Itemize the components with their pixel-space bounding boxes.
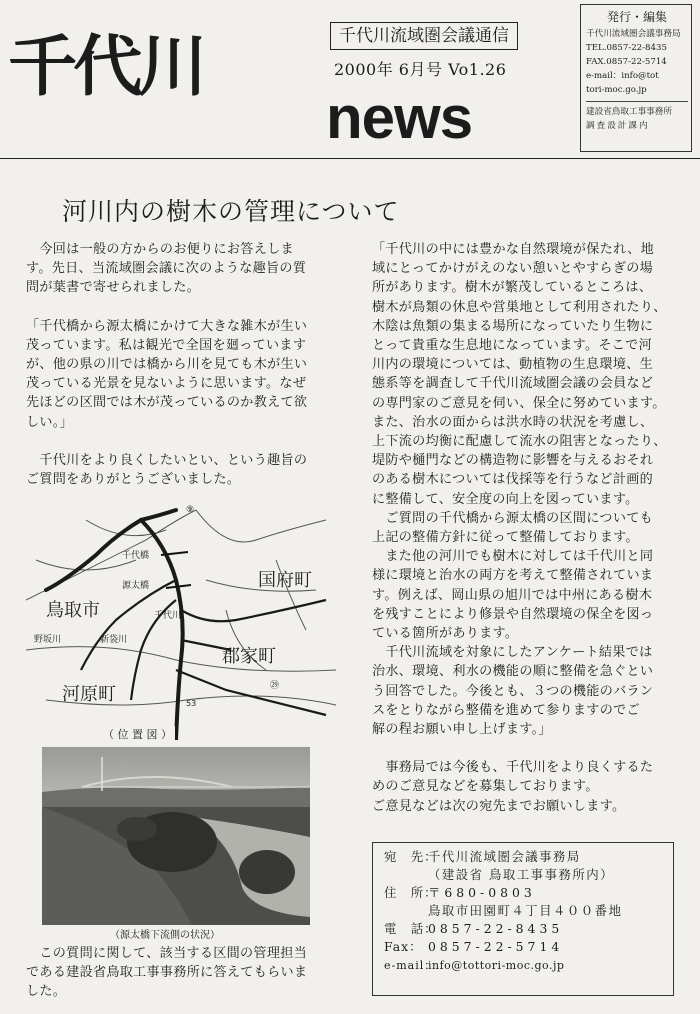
paragraph-line: した。 xyxy=(26,984,67,1000)
label-koge: 郡家町 xyxy=(222,646,276,667)
contact-zip: 〒680-0803 xyxy=(428,885,536,900)
question-line: 「千代橋から源太橋にかけて大きな雑木が生い xyxy=(26,318,308,334)
publisher-tel: TEL.0857-22-8435 xyxy=(586,43,667,53)
answer-line: 所があります。樹木が繁茂しているところは、 xyxy=(372,280,653,296)
answer-line: 治水、環境、利水の機能の順に整備を急ぐとい xyxy=(372,664,654,680)
publisher-box xyxy=(580,4,692,152)
answer-line: を残すことにより修景や自然環境の保全を図っ xyxy=(372,606,654,622)
chiyo-river-line xyxy=(46,510,183,740)
route-marker-29: ㉙ xyxy=(270,681,280,691)
photo-caption: （源太橋下流側の状況） xyxy=(110,930,220,941)
contact-email xyxy=(384,956,622,975)
publisher-email-2: tori-moc.go.jp xyxy=(586,85,647,95)
answer-line: 態系等を調査して千代川流域圏会議の会員など xyxy=(372,376,654,392)
contact-phone-label: 電 話： xyxy=(384,921,438,936)
contact-phone-value: 0857-22-8435 xyxy=(428,921,564,936)
question-line: 先ほどの区間では木が茂っているのか教えて欲 xyxy=(26,395,308,411)
label-tottori: 鳥取市 xyxy=(46,600,100,621)
paragraph-line: 千代川をより良くしたいとい、という趣旨の xyxy=(26,452,308,468)
label-genta-bridge: 源太橋 xyxy=(122,581,150,591)
issue-number: 2000年 6月号 Vo1.26 xyxy=(334,60,507,79)
contact-email-value[interactable]: info@tottori-moc.go.jp xyxy=(428,959,565,972)
divider xyxy=(586,101,688,102)
secretariat-line: ご意見などは次の宛先までお願いします。 xyxy=(372,798,626,814)
answer-line: のある樹木については伐採等を行うなど計画的 xyxy=(372,472,654,488)
answer-line: 川内の環境については、動植物の生息環境、生 xyxy=(372,357,654,373)
river-photo xyxy=(42,747,310,925)
answer-line: 「千代川の中には豊かな自然環境が保たれ、地 xyxy=(372,242,655,257)
answer-line: 域にとってかけがえのない憩いとやすらぎの場 xyxy=(372,261,654,277)
logo-kanji: 千代川 xyxy=(8,28,204,105)
question-line: 茂っている光景を見ないように思います。なぜ xyxy=(26,376,307,392)
answer-line: とって貴重な生息地になっています。そこで河 xyxy=(372,338,652,354)
tributaries xyxy=(81,580,326,715)
label-kawahara: 河原町 xyxy=(62,684,116,705)
publisher-org: 建設省鳥取工事事務所 xyxy=(586,107,672,117)
publisher-name: 千代川流域圏会議事務局 xyxy=(586,29,681,39)
location-map xyxy=(26,500,336,740)
secretariat-line: めのご意見などを募集しております。 xyxy=(372,779,599,795)
paragraph-line: ご質問をありがとうございました。 xyxy=(26,472,241,488)
contact-to xyxy=(384,848,622,866)
contact-to-value: 千代川流域圏会議事務局 xyxy=(428,849,581,864)
left-column xyxy=(26,240,346,489)
question-line: が、他の県の川では橋から川を見ても木が生い xyxy=(26,357,308,373)
answer-line: う回答でした。今後とも、３つの機能のバラン xyxy=(372,683,654,699)
label-noniwa-river: 野坂川 xyxy=(34,635,62,645)
label-chiyo-river: 千代川 xyxy=(154,611,182,621)
paragraph-line: す。先日、当流域圏会議に次のような趣旨の質 xyxy=(26,261,307,277)
answer-line: 木陰は魚類の集まる場所になっていたり生物に xyxy=(372,318,654,334)
secretariat-line: 事務局では今後も、千代川をより良くするた xyxy=(372,760,654,776)
answer-line: 千代川流域を対象にしたアンケート結果では xyxy=(372,645,653,661)
answer-line: 上記の整備方針に従って整備しております。 xyxy=(372,530,639,546)
label-chiyo-bridge: 千代橋 xyxy=(122,551,150,561)
question-line: 茂っています。私は観光で全国を廻っています xyxy=(26,337,307,353)
masthead xyxy=(0,0,700,159)
answer-line: また、治水の面からは洪水時の状況を考慮し、 xyxy=(372,414,654,430)
answer-line: また他の河川でも樹木に対しては千代川と同 xyxy=(372,549,654,565)
question-line: しい。」 xyxy=(26,414,74,430)
contact-address-label: 住 所： xyxy=(384,885,438,900)
answer-line: ている箇所があります。 xyxy=(372,626,519,642)
answer-line: 様に環境と治水の両方を考えて整備されていま xyxy=(372,568,654,584)
answer-line: 堤防や樋門などの構造物に影響を与えるおそれ xyxy=(372,453,654,469)
left-bottom-paragraph xyxy=(26,944,307,1002)
newsletter-logo xyxy=(8,10,568,150)
article-title: 河川内の樹木の管理について xyxy=(62,197,400,226)
contact-address-line xyxy=(384,902,622,920)
answer-line: 解の程お願い申し上げます。」 xyxy=(372,722,552,738)
answer-line: スをとりながら整備を進めて参りますのでご xyxy=(372,702,640,718)
paragraph-line: である建設省鳥取工事事務所に答えてもらいま xyxy=(26,965,308,981)
map-caption: （ 位 置 図 ） xyxy=(100,726,175,742)
contact-to-label: 宛 先： xyxy=(384,849,438,864)
answer-line: に整備して、安全度の向上を図っています。 xyxy=(372,491,639,507)
contact-phone xyxy=(384,920,622,938)
contact-fax-value: 0857-22-5714 xyxy=(428,939,564,954)
contact-fax-label: Fax： xyxy=(384,939,423,954)
paragraph-line: 今回は一般の方からのお便りにお答えしま xyxy=(26,242,294,257)
publisher-email-1: e-mail：info@tot xyxy=(586,71,659,81)
contact-details xyxy=(384,848,622,975)
logo-news: news xyxy=(326,84,473,151)
contact-email-label: e-mail： xyxy=(384,959,437,972)
answer-line: 上下流の均衡に配慮して流水の阻害となったり、 xyxy=(372,434,667,450)
paragraph-line: この質問に関して、該当する区間の管理担当 xyxy=(26,946,308,961)
publisher-dept: 調査設計課内 xyxy=(586,121,650,131)
route-marker-9: ⑨ xyxy=(186,505,195,515)
right-column xyxy=(372,240,692,816)
answer-line: す。例えば、岡山県の旭川では中州にある樹木 xyxy=(372,587,653,603)
label-kokufu: 国府町 xyxy=(258,570,312,591)
answer-line: 樹木が鳥類の休息や営巣地として利用されたり、 xyxy=(372,299,667,315)
paragraph-line: 問が葉書で寄せられました。 xyxy=(26,280,201,296)
contact-address-value: 鳥取市田園町４丁目４００番地 xyxy=(428,903,623,918)
contact-to-sub-value: （建設省 鳥取工事事務所内） xyxy=(428,867,615,882)
photo-hills xyxy=(42,787,310,807)
answer-line: ご質問の千代橋から源太橋の区間についても xyxy=(372,510,654,526)
label-shinden-river: 新袋川 xyxy=(100,635,128,645)
route-marker-53: 53 xyxy=(186,699,197,708)
publisher-title: 発行・編集 xyxy=(606,10,667,24)
contact-address xyxy=(384,884,622,902)
publisher-fax: FAX.0857-22-5714 xyxy=(586,57,667,67)
contact-fax xyxy=(384,938,622,956)
newsletter-subtitle: 千代川流域圏会議通信 xyxy=(330,22,518,50)
answer-line: の専門家のご意見を伺い、保全に努めています。 xyxy=(372,395,666,411)
contact-to-sub xyxy=(384,866,622,884)
